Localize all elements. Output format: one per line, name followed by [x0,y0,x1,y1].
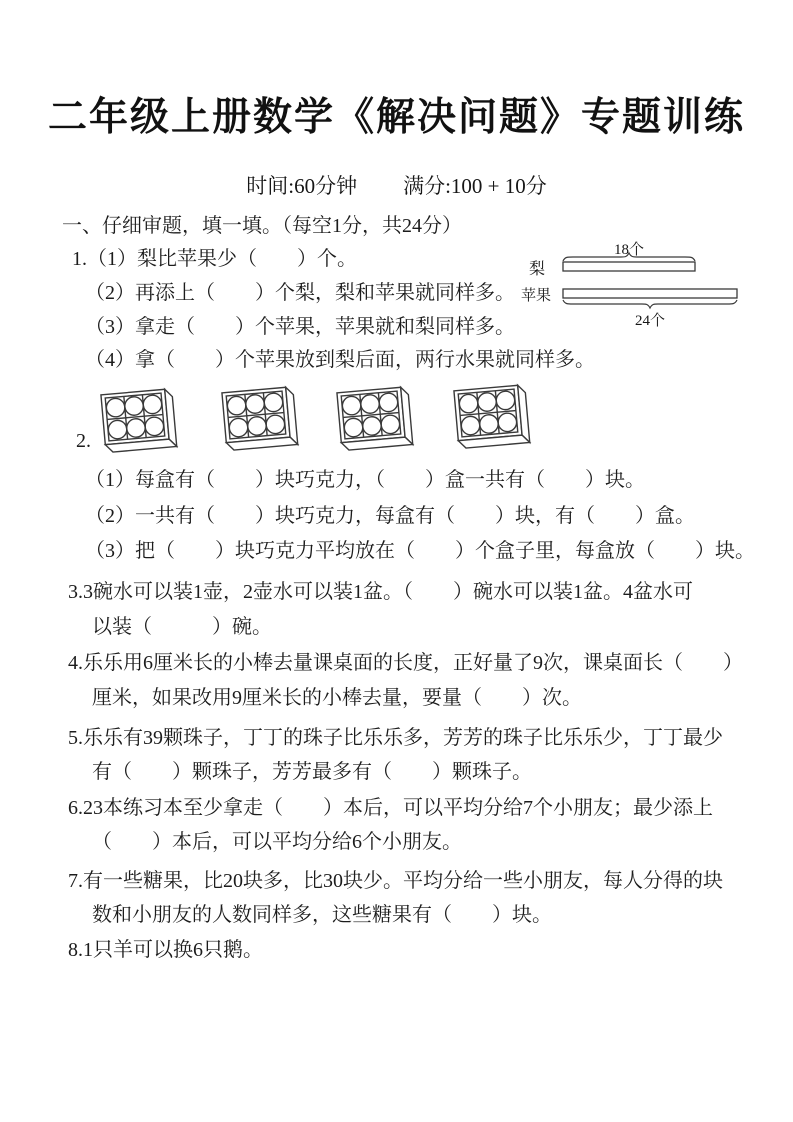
q6-line-1: 6.23本练习本至少拿走（ ）本后，可以平均分给7个小朋友；最少添上 [68,797,713,819]
section-1-heading: 一、仔细审题，填一填。（每空1分，共24分） [62,215,462,237]
q1-line-2: （2）再添上（ ）个梨，梨和苹果就同样多。 [85,282,515,304]
q4-line-1: 4.乐乐用6厘米长的小棒去量课桌面的长度，正好量了9次，课桌面长（ ） [68,652,743,674]
q8-line-1: 8.1只羊可以换6只鹅。 [68,939,263,961]
apple-brace [563,300,737,308]
pear-bar [563,262,695,271]
q6-line-2: （ ）本后，可以平均分给6个小朋友。 [92,831,462,853]
q2-line-2: （2）一共有（ ）块巧克力，每盒有（ ）块，有（ ）盒。 [85,505,695,527]
chocolate-boxes-image [93,382,553,460]
chocolate-box [222,387,298,451]
q2-line-3: （3）把（ ）块巧克力平均放在（ ）个盒子里，每盒放（ ）块。 [85,540,755,562]
apple-label: 苹果 [521,288,552,304]
q1-line-4: （4）拿（ ）个苹果放到梨后面，两行水果就同样多。 [85,349,595,371]
time-label: 时间:60分钟 [246,174,358,198]
pear-label: 梨 [529,261,546,278]
q2-line-1: （1）每盒有（ ）块巧克力，（ ）盒一共有（ ）块。 [85,469,645,491]
chocolate-box [454,385,530,449]
apple-bar [563,289,737,298]
q7-line-1: 7.有一些糖果，比20块多，比30块少。平均分给一些小朋友，每人分得的块 [68,870,723,892]
q1-line-3: （3）拿走（ ）个苹果，苹果就和梨同样多。 [85,316,515,338]
q7-line-2: 数和小朋友的人数同样多，这些糖果有（ ）块。 [92,904,552,926]
chocolate-box [337,387,413,451]
bar-comparison-diagram [515,240,773,334]
q5-line-2: 有（ ）颗珠子，芳芳最多有（ ）颗珠子。 [92,761,532,783]
score-label: 满分:100 + 10分 [403,174,547,198]
q4-line-2: 厘米，如果改用9厘米长的小棒去量，要量（ ）次。 [92,687,582,709]
q2-number: 2. [76,430,91,452]
pear-count-label: 18个 [613,242,645,258]
q3-line-1: 3.3碗水可以装1壶，2壶水可以装1盆。（ ）碗水可以装1盆。4盆水可 [68,581,693,603]
q3-line-2: 以装（ ）碗。 [92,616,272,638]
q5-line-1: 5.乐乐有39颗珠子，丁丁的珠子比乐乐多，芳芳的珠子比乐乐少，丁丁最少 [68,727,723,749]
q1-line-1: 1.（1）梨比苹果少（ ）个。 [72,248,357,270]
apple-count-label: 24个 [634,313,666,329]
page-title: 二年级上册数学《解决问题》专题训练 [47,96,745,139]
exam-meta [0,170,793,200]
chocolate-box [101,389,177,453]
